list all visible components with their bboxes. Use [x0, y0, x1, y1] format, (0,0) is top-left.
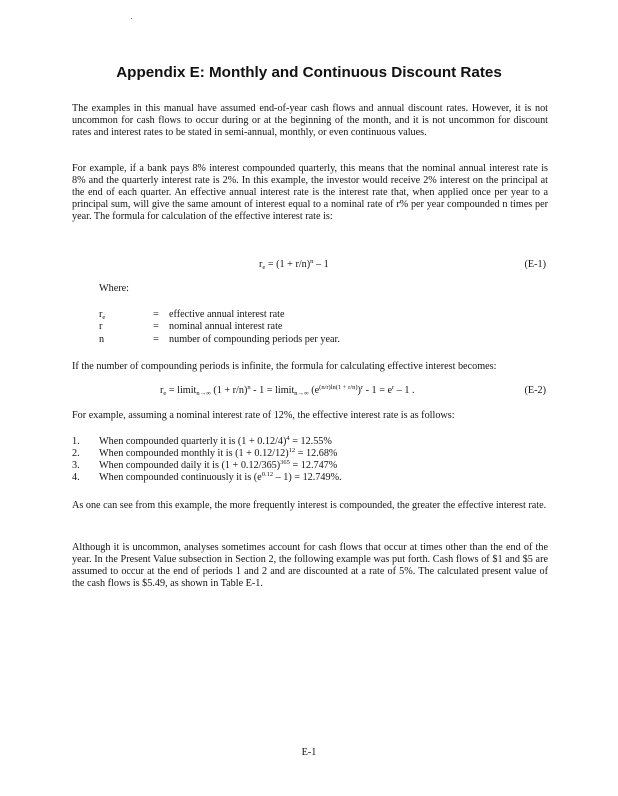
eq1-n-sup: n [310, 258, 314, 265]
page-title: Appendix E: Monthly and Continuous Discount Rates [116, 64, 502, 81]
list-text: When compounded quarterly it is $(1 + 0.12/4)^4 = 12.55\%$ [99, 435, 332, 447]
paragraph-example: For example, if a bank pays 8% interest compounded quarterly, this means that the nominal annual interest rate is 8% and the quarterly interest rate is 2%. In this example, the investor would receive 2% interest on the principal at the end of each quarter. An effective annual interest rate is the interest rate that, when applied once per year to a principal sum, will give the same amount of interest equal to a nominal rate of r% per year compounded n times per year. The formula for calculation of the effective interest rate is: [72, 163, 548, 223]
equation-e1-label: (E-1) [524, 259, 546, 270]
list-number: 4. [72, 472, 80, 483]
list-text: When compounded monthly it is $(1 + 0.12/12)^{12} = 12.68\%$ [99, 447, 338, 459]
equation-e2-label: (E-2) [524, 385, 546, 396]
definition-symbol: n [99, 334, 105, 345]
definition-equals: = [153, 321, 159, 332]
equation-e1 [259, 259, 329, 271]
paragraph-assuming: For example, assuming a nominal interest rate of 12%, the effective interest rate is as follows: [72, 410, 455, 421]
paragraph-present-value: Although it is uncommon, analyses sometimes account for cash flows that occur at times other than the end of the year. In the Present Value subsection in Section 2, the following example was put forth. Cash flows of $1 and $5 are assumed to occur at the end of periods 1 and 2 and are discounted at a rate of 5%. The calculated present value of the cash flows is $5.49, as shown in Table E-1. [72, 542, 548, 590]
definition-symbol: $r_e$ [99, 309, 106, 321]
definition-text: number of compounding periods per year. [169, 334, 340, 345]
paragraph-infinite: If the number of compounding periods is infinite, the formula for calculating effective interest becomes: [72, 361, 497, 372]
definition-symbol: r [99, 321, 103, 332]
list-text: When compounded daily it is $(1 + 0.12/365)^{365} = 12.747\%$ [99, 459, 338, 471]
eq1-body: = (1 + r/n) [265, 259, 311, 270]
eq1-e-sub: e [262, 264, 266, 271]
eq1-r: r [259, 259, 263, 270]
eq1-tail: – 1 [313, 259, 329, 270]
paragraph-intro: The examples in this manual have assumed end-of-year cash flows and annual discount rates. However, it is not uncommon for cash flows to occur during or at the beginning of the month, and it is not uncommon for discount rates and interest rates to be stated in semi-annual, monthly, or even continuous values. [72, 103, 548, 139]
definition-equals: = [153, 334, 159, 345]
definition-text: effective annual interest rate [169, 309, 285, 320]
list-text: When compounded continuously it is $(e^{0.12} - 1) = 12.749\%$. [99, 471, 342, 483]
list-number: 1. [72, 436, 80, 447]
definition-text: nominal annual interest rate [169, 321, 283, 332]
list-number: 2. [72, 448, 80, 459]
paragraph-conclusion: As one can see from this example, the more frequently interest is compounded, the greater the effective interest rate. [72, 500, 547, 511]
scan-speck [131, 18, 132, 19]
where-label: Where: [99, 283, 129, 294]
list-number: 3. [72, 460, 80, 471]
page-number: E-1 [301, 747, 317, 758]
equation-e2: $r_e$ = limit$_{n\to\infty}$ $(1 + r/n)^n - 1$ = limit$_{n\to\infty}$ $(e^{(n/r)ln(1 + r/n)})^r - 1 = e^r - 1$ . [160, 384, 415, 397]
definition-equals: = [153, 309, 159, 320]
